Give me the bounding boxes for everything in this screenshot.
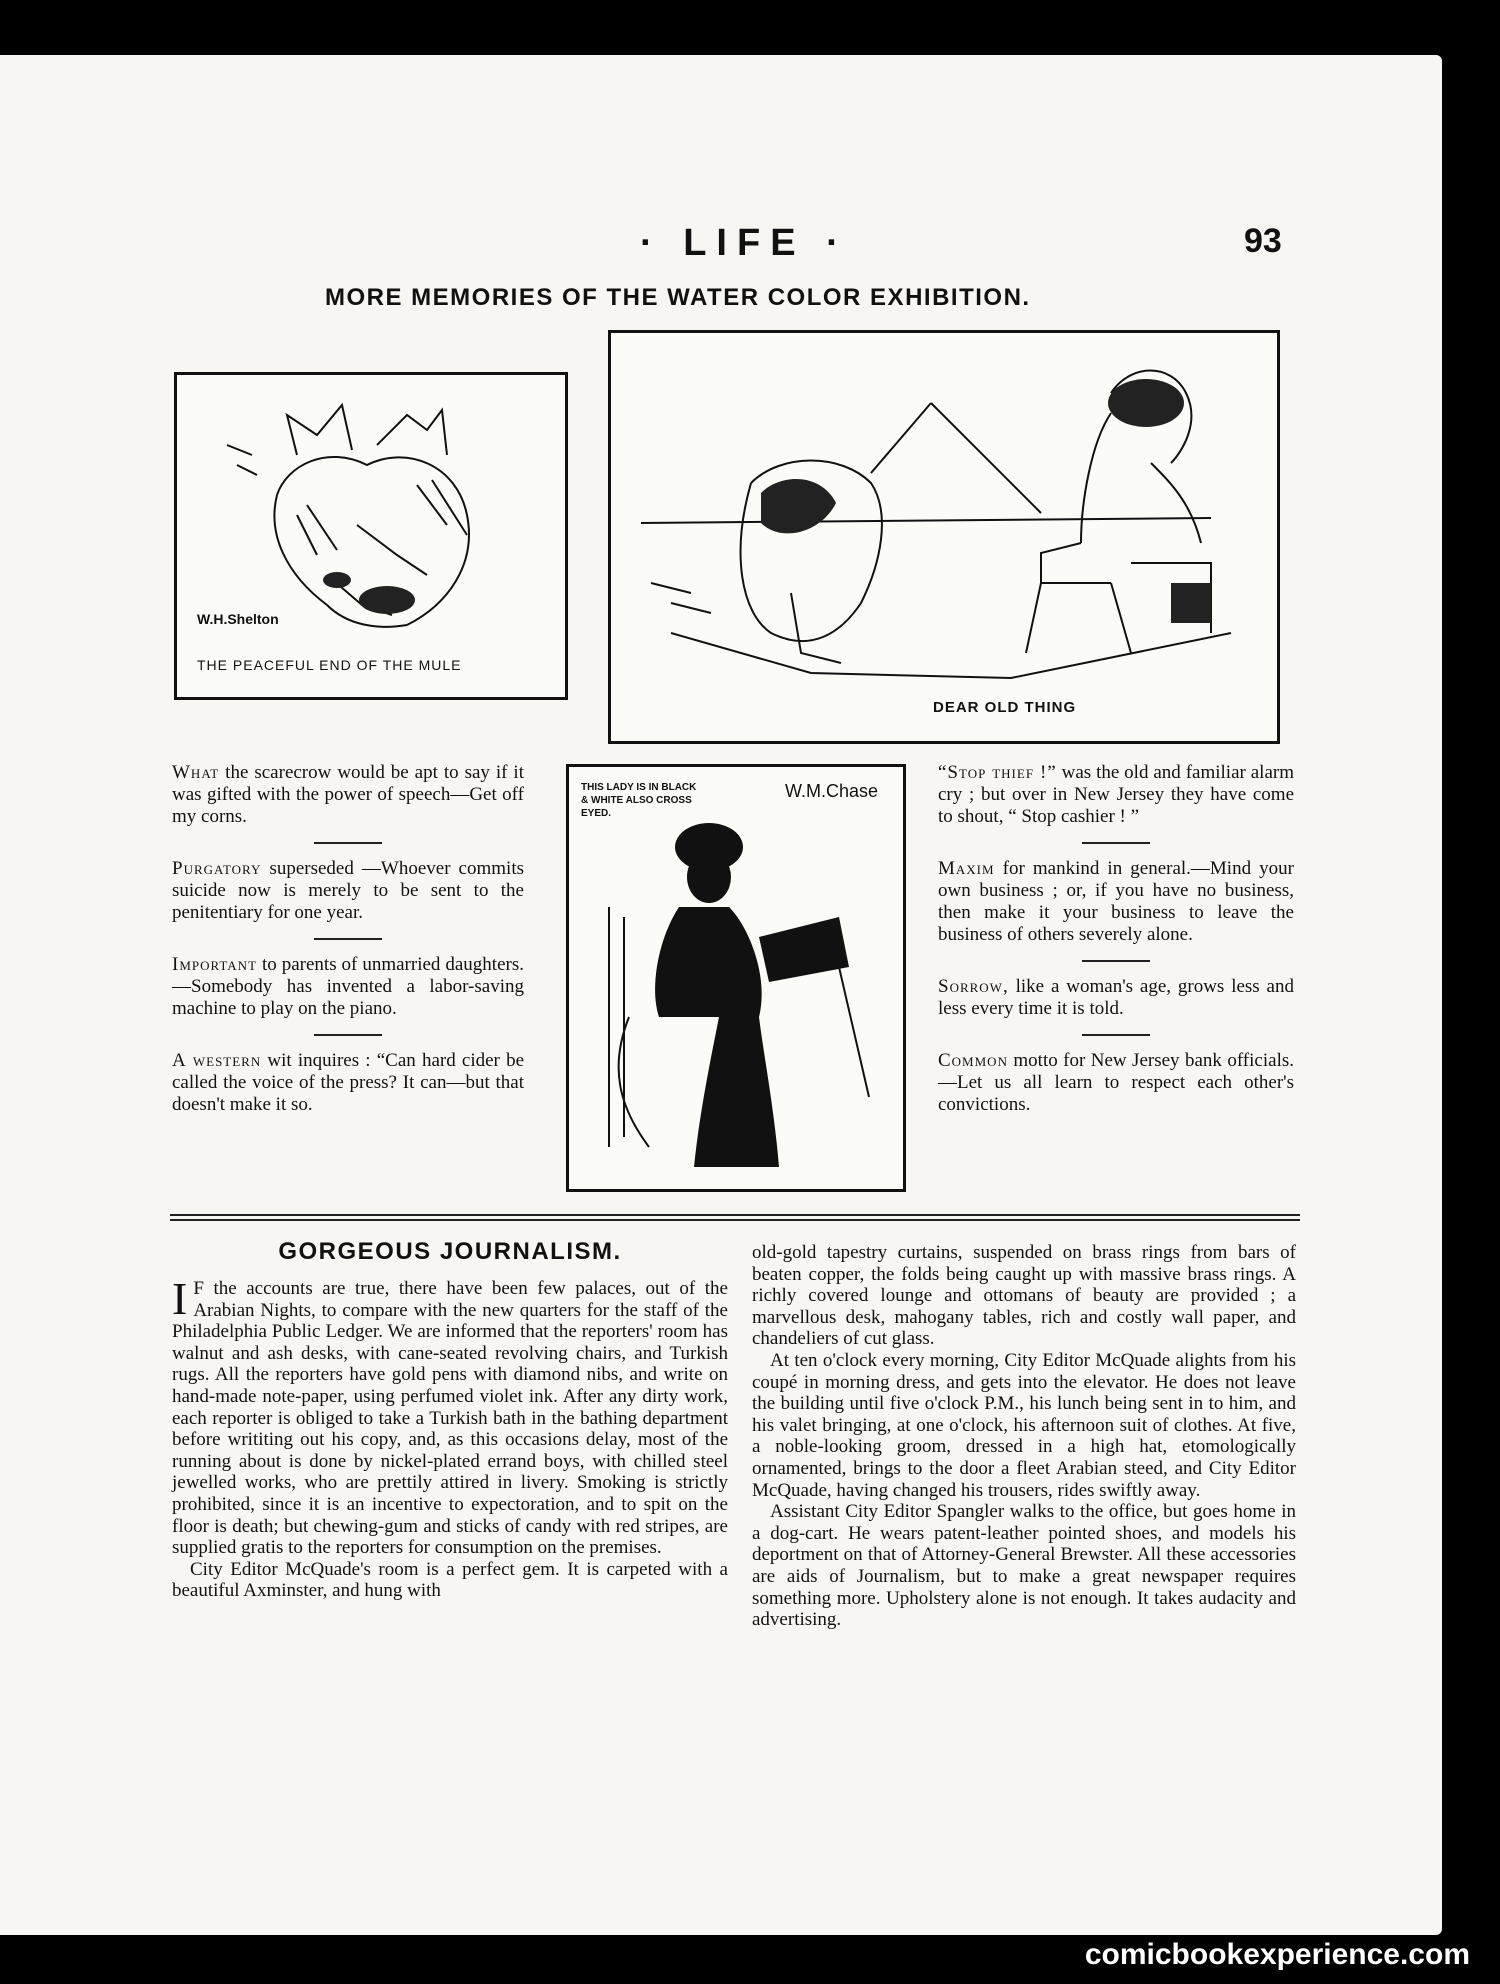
lady-caption: THIS LADY IS IN BLACK & WHITE ALSO CROSS EYED. <box>581 782 697 819</box>
article-paragraph: old-gold tapestry curtains, suspended on brass rings from bars of beaten copper, the folds being caught up with massive brass rings. A richly covered lounge and ottomans of beauty are provided ; a marvellous desk, mahogany tables, rich and costly wall paper, and chandeliers of cut glass. <box>752 1242 1296 1350</box>
left-item-1: What the scarecrow would be apt to say if it was gifted with the power of speech—Get off my corns. <box>172 762 524 827</box>
lion-caption: DEAR OLD THING <box>933 699 1077 716</box>
right-item-1: “Stop thief !” was the old and familiar alarm cry ; but over in New Jersey they have come to shout, “ Stop cashier ! ” <box>938 762 1294 827</box>
page-number: 93 <box>1244 222 1282 260</box>
right-item-2: Maxim for mankind in general.—Mind your own business ; or, if you have no business, then make it your business to leave the business of others severely alone. <box>938 858 1294 945</box>
divider <box>314 842 382 844</box>
divider <box>314 1034 382 1036</box>
divider <box>1082 960 1150 962</box>
section-subtitle: MORE MEMORIES OF THE WATER COLOR EXHIBITION. <box>325 284 1031 311</box>
site-watermark: comicbookexperience.com <box>1084 1938 1470 1971</box>
lion-drawing <box>611 333 1277 741</box>
drop-cap: I <box>172 1273 188 1324</box>
divider <box>1082 1034 1150 1036</box>
lady-signature: W.M.Chase <box>785 781 879 801</box>
lady-illustration <box>566 764 906 1192</box>
left-item-3: Important to parents of unmarried daughters.—Somebody has invented a labor-saving machine to play on the piano. <box>172 954 524 1019</box>
mule-drawing <box>177 375 565 697</box>
divider <box>314 938 382 940</box>
mule-caption: THE PEACEFUL END OF THE MULE <box>197 657 462 673</box>
section-separator <box>170 1214 1300 1216</box>
divider <box>1082 842 1150 844</box>
right-item-4: Common motto for New Jersey bank officials.—Let us all learn to respect each other's convictions. <box>938 1050 1294 1115</box>
right-item-3: Sorrow, like a woman's age, grows less and less every time it is told. <box>938 976 1294 1019</box>
left-column <box>172 762 524 1116</box>
article-column-right <box>752 1242 1296 1631</box>
article-paragraph: City Editor McQuade's room is a perfect gem. It is carpeted with a beautiful Axminster, and hung with <box>172 1558 728 1602</box>
lady-drawing <box>569 767 903 1189</box>
article-column-left <box>172 1273 728 1602</box>
article-paragraph: I F the accounts are true, there have been few palaces, out of the Arabian Nights, to compare with the new quarters for the staff of the Philadelphia Public Ledger. We are informed that the reporters' room has walnut and ash desks, with cane-seated revolving chairs, and Turkish rugs. All the reporters have gold pens with diamond nibs, and write on hand-made note-paper, using perfumed violet ink. After any dirty work, each reporter is obliged to take a Turkish bath in the bathing department before writiting out his copy, and, as this occasions delay, most of the running about is done by nickel-plated errand boys, with chilled steel jewelled works, who are prettily attired in livery. Smoking is strictly prohibited, since it is an incentive to expectoration, and to spit on the floor is death; but chewing-gum and sticks of candy with red stripes, are supplied gratis to the reporters for consumption on the premises. <box>172 1273 728 1559</box>
left-item-2: Purgatory superseded —Whoever commits suicide now is merely to be sent to the penitentiary for one year. <box>172 858 524 923</box>
mule-illustration <box>174 372 568 700</box>
magazine-title: · LIFE · <box>640 222 849 264</box>
article-paragraph: At ten o'clock every morning, City Editor McQuade alights from his coupé in morning dress, and gets into the elevator. He does not leave the building until five o'clock P.M., his lunch being sent in to him, and his valet bringing, at one o'clock, his afternoon suit of clothes. At five, a noble-looking groom, dressed in a high hat, etomologically ornamented, brings to the door a fleet Arabian steed, and City Editor McQuade, having changed his trousers, rides swiftly away. <box>752 1349 1296 1501</box>
article-paragraph: Assistant City Editor Spangler walks to the office, but goes home in a dog-cart. He wears patent-leather pointed shoes, and models his deportment on that of Attorney-General Brewster. All these accessories are aids of Journalism, but to make a great newspaper requires something more. Upholstery alone is not enough. It takes audacity and advertising. <box>752 1501 1296 1631</box>
lion-illustration <box>608 330 1280 744</box>
section-separator <box>170 1219 1300 1221</box>
right-column <box>938 762 1294 1116</box>
mule-signature: W.H.Shelton <box>197 611 279 627</box>
article-title: GORGEOUS JOURNALISM. <box>278 1238 622 1265</box>
left-item-4: A western wit inquires : “Can hard cider be called the voice of the press? It can—but that doesn't make it so. <box>172 1050 524 1115</box>
